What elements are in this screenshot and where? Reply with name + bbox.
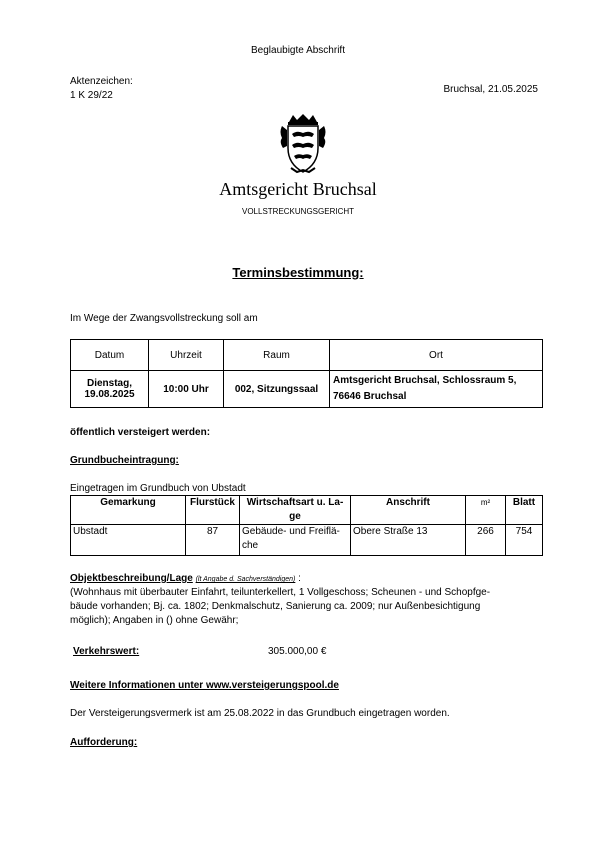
- cell-anschrift: Obere Straße 13: [351, 525, 466, 556]
- cell-gemarkung: Ubstadt: [71, 525, 186, 556]
- header-blatt: Blatt: [506, 496, 543, 525]
- value-label: Verkehrswert:: [73, 646, 140, 657]
- request-heading: Aufforderung:: [70, 737, 138, 748]
- header-uhrzeit: Uhrzeit: [149, 340, 224, 371]
- table-row: [71, 371, 543, 408]
- file-number-label: Aktenzeichen:: [70, 76, 133, 87]
- copy-note: Beglaubigte Abschrift: [251, 45, 345, 56]
- cell-m2: 266: [466, 525, 506, 556]
- document-title: Terminsbestimmung:: [232, 265, 364, 280]
- cell-time: 10:00 Uhr: [149, 371, 224, 408]
- date-value: 19.08.2025: [84, 389, 135, 400]
- cell-room: 002, Sitzungssaal: [224, 371, 330, 408]
- auction-text: öffentlich versteigert werden:: [70, 427, 211, 438]
- object-note: (lt Angabe d. Sachverständigen): [195, 576, 296, 583]
- header-flurstueck: Flurstück: [186, 496, 240, 525]
- value-amount: 305.000,00 €: [268, 646, 327, 657]
- date-weekday: Dienstag,: [86, 378, 132, 389]
- info-link-text: Weitere Informationen unter www.versteigerungspool.de: [70, 680, 339, 691]
- intro-text: Im Wege der Zwangsvollstreckung soll am: [70, 313, 258, 324]
- cell-place: [330, 371, 543, 408]
- header-m2: m²: [466, 496, 506, 525]
- table-header-row: [71, 340, 543, 371]
- cell-wirtschaftsart: [240, 525, 351, 556]
- object-heading: Objektbeschreibung/Lage: [70, 573, 193, 584]
- table-row: [71, 525, 543, 556]
- land-register-intro: Eingetragen im Grundbuch von Ubstadt: [70, 483, 246, 494]
- file-number: 1 K 29/22: [70, 90, 113, 101]
- header-gemarkung: Gemarkung: [71, 496, 186, 525]
- cell-blatt: 754: [506, 525, 543, 556]
- note-text: Der Versteigerungsvermerk ist am 25.08.2022 in das Grundbuch eingetragen worden.: [70, 708, 450, 719]
- header-wirtschaftsart-line1: Wirtschaftsart u. La-: [246, 497, 344, 508]
- land-register-table: [70, 495, 543, 556]
- header-wirtschaftsart-line2: ge: [289, 511, 301, 522]
- cell-wirtschaftsart-line2: che: [242, 540, 259, 551]
- object-line3: möglich); Angaben in () ohne Gewähr;: [70, 615, 239, 626]
- object-heading-line: [70, 572, 301, 587]
- header-ort: Ort: [330, 340, 543, 371]
- court-name: Amtsgericht Bruchsal: [219, 179, 377, 199]
- header-raum: Raum: [224, 340, 330, 371]
- header-datum: Datum: [71, 340, 149, 371]
- header-anschrift: Anschrift: [351, 496, 466, 525]
- object-colon: :: [298, 573, 301, 584]
- object-line1: (Wohnhaus mit überbauter Einfahrt, teilunterkellert, 1 Vollgeschoss; Scheunen - und Schopfge-: [70, 587, 491, 598]
- table-header-row: [71, 496, 543, 525]
- cell-wirtschaftsart-line1: Gebäude- und Freiflä-: [242, 526, 340, 537]
- place-date: Bruchsal, 21.05.2025: [443, 84, 538, 95]
- land-register-heading: Grundbucheintragung:: [70, 455, 179, 466]
- place-line2: 76646 Bruchsal: [333, 391, 407, 402]
- cell-flurstueck: 87: [186, 525, 240, 556]
- header-wirtschaftsart: [240, 496, 351, 525]
- cell-date: [71, 371, 149, 408]
- object-line2: bäude vorhanden; Bj. ca. 1802; Denkmalschutz, Sanierung ca. 2009; nur Außenbesichtigung: [70, 601, 481, 612]
- court-department: VOLLSTRECKUNGSGERICHT: [241, 207, 355, 216]
- schedule-table: [70, 339, 543, 408]
- place-line1: Amtsgericht Bruchsal, Schlossraum 5,: [333, 375, 517, 386]
- coat-of-arms-icon: [279, 112, 327, 174]
